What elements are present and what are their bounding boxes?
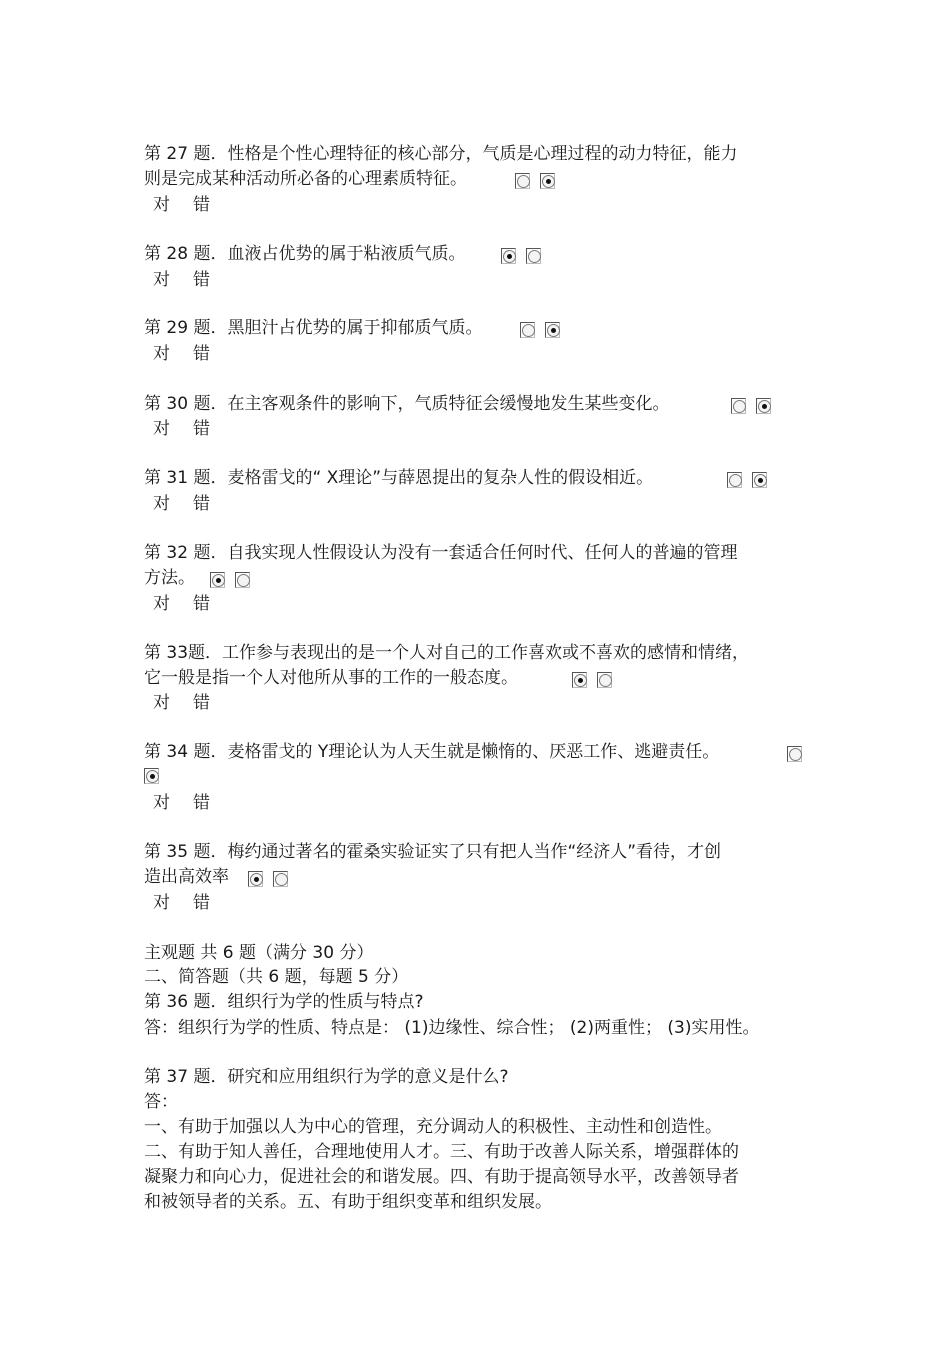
question-35-true-radio[interactable] [248, 871, 263, 887]
question-27-false-radio[interactable] [540, 173, 555, 189]
question-37-answer-line-3: 凝聚力和向心力，促进社会的和谐发展。四、有助于提高领导水平，改善领导者 [144, 1167, 739, 1187]
true-label: 对 [153, 494, 170, 514]
subjective-header: 主观题 共 6 题（满分 30 分） [144, 943, 374, 963]
question-35-text-line-1: 第 35 题．梅约通过著名的霍桑实验证实了只有把人当作“经济人”看待，才创 [144, 842, 722, 862]
question-34-true-radio[interactable] [787, 746, 802, 762]
question-28-false-radio[interactable] [526, 248, 541, 264]
false-label: 错 [193, 344, 210, 364]
question-34-options [153, 792, 233, 814]
question-30-false-radio[interactable] [756, 398, 771, 414]
question-33-false-radio[interactable] [597, 672, 612, 688]
false-label: 错 [193, 693, 210, 713]
question-32-true-radio[interactable] [210, 572, 225, 588]
question-36-answer: 答：组织行为学的性质、特点是： (1)边缘性、综合性； (2)两重性； (3)实用性。 [144, 1018, 760, 1038]
false-label: 错 [193, 270, 210, 290]
question-37-answer-line-1: 一、有助于加强以人为中心的管理，充分调动人的积极性、主动性和创造性。 [144, 1117, 722, 1137]
question-33-true-radio[interactable] [572, 672, 587, 688]
question-35-false-radio[interactable] [273, 871, 288, 887]
false-label: 错 [193, 793, 210, 813]
question-27-text-line-2: 则是完成某种活动所必备的心理素质特征。 [144, 169, 467, 189]
question-30-text: 第 30 题．在主客观条件的影响下，气质特征会缓慢地发生某些变化。 [144, 394, 670, 414]
false-label: 错 [193, 419, 210, 439]
false-label: 错 [193, 893, 210, 913]
true-label: 对 [153, 893, 170, 913]
true-label: 对 [153, 419, 170, 439]
question-29-text: 第 29 题．黑胆汁占优势的属于抑郁质气质。 [144, 318, 483, 338]
false-label: 错 [193, 195, 210, 215]
question-28-text: 第 28 题．血液占优势的属于粘液质气质。 [144, 244, 466, 264]
question-33-text-line-1: 第 33题．工作参与表现出的是一个人对自己的工作喜欢或不喜欢的感情和情绪， [144, 643, 750, 663]
question-30-options [153, 418, 233, 440]
question-32-options [153, 593, 233, 615]
question-28-true-radio[interactable] [501, 248, 516, 264]
question-27-true-radio[interactable] [515, 173, 530, 189]
false-label: 错 [193, 594, 210, 614]
short-answer-section-title: 二、简答题（共 6 题，每题 5 分） [144, 967, 409, 987]
question-32-false-radio[interactable] [235, 572, 250, 588]
question-34-text: 第 34 题．麦格雷戈的 Y理论认为人天生就是懒惰的、厌恶工作、逃避责任。 [144, 742, 720, 762]
question-32-text-line-1: 第 32 题．自我实现人性假设认为没有一套适合任何时代、任何人的普遍的管理 [144, 543, 738, 563]
question-34-false-radio[interactable] [144, 768, 159, 784]
question-37-answer-line-2: 二、有助于知人善任，合理地使用人才。三、有助于改善人际关系，增强群体的 [144, 1142, 739, 1162]
question-35-text-line-2: 造出高效率 [144, 867, 229, 887]
false-label: 错 [193, 494, 210, 514]
question-31-false-radio[interactable] [752, 472, 767, 488]
question-31-true-radio[interactable] [727, 472, 742, 488]
question-30-true-radio[interactable] [731, 398, 746, 414]
question-36-title: 第 36 题．组织行为学的性质与特点? [144, 992, 424, 1012]
question-37-answer-label: 答： [144, 1092, 178, 1112]
question-32-text-line-2: 方法。 [144, 568, 195, 588]
question-31-options [153, 493, 233, 515]
question-27-options [153, 194, 233, 216]
true-label: 对 [153, 344, 170, 364]
question-37-title: 第 37 题．研究和应用组织行为学的意义是什么? [144, 1067, 509, 1087]
question-33-options [153, 692, 233, 714]
true-label: 对 [153, 270, 170, 290]
true-label: 对 [153, 195, 170, 215]
question-33-text-line-2: 它一般是指一个人对他所从事的工作的一般态度。 [144, 668, 518, 688]
question-29-false-radio[interactable] [545, 322, 560, 338]
question-29-options [153, 343, 233, 365]
true-label: 对 [153, 594, 170, 614]
question-28-options [153, 269, 233, 291]
question-37-answer-line-4: 和被领导者的关系。五、有助于组织变革和组织发展。 [144, 1192, 552, 1212]
question-29-true-radio[interactable] [520, 322, 535, 338]
question-31-text: 第 31 题．麦格雷戈的“ X理论”与薛恩提出的复杂人性的假设相近。 [144, 468, 654, 488]
question-27-text-line-1: 第 27 题．性格是个性心理特征的核心部分，气质是心理过程的动力特征，能力 [144, 144, 738, 164]
true-label: 对 [153, 693, 170, 713]
question-35-options [153, 892, 233, 914]
true-label: 对 [153, 793, 170, 813]
